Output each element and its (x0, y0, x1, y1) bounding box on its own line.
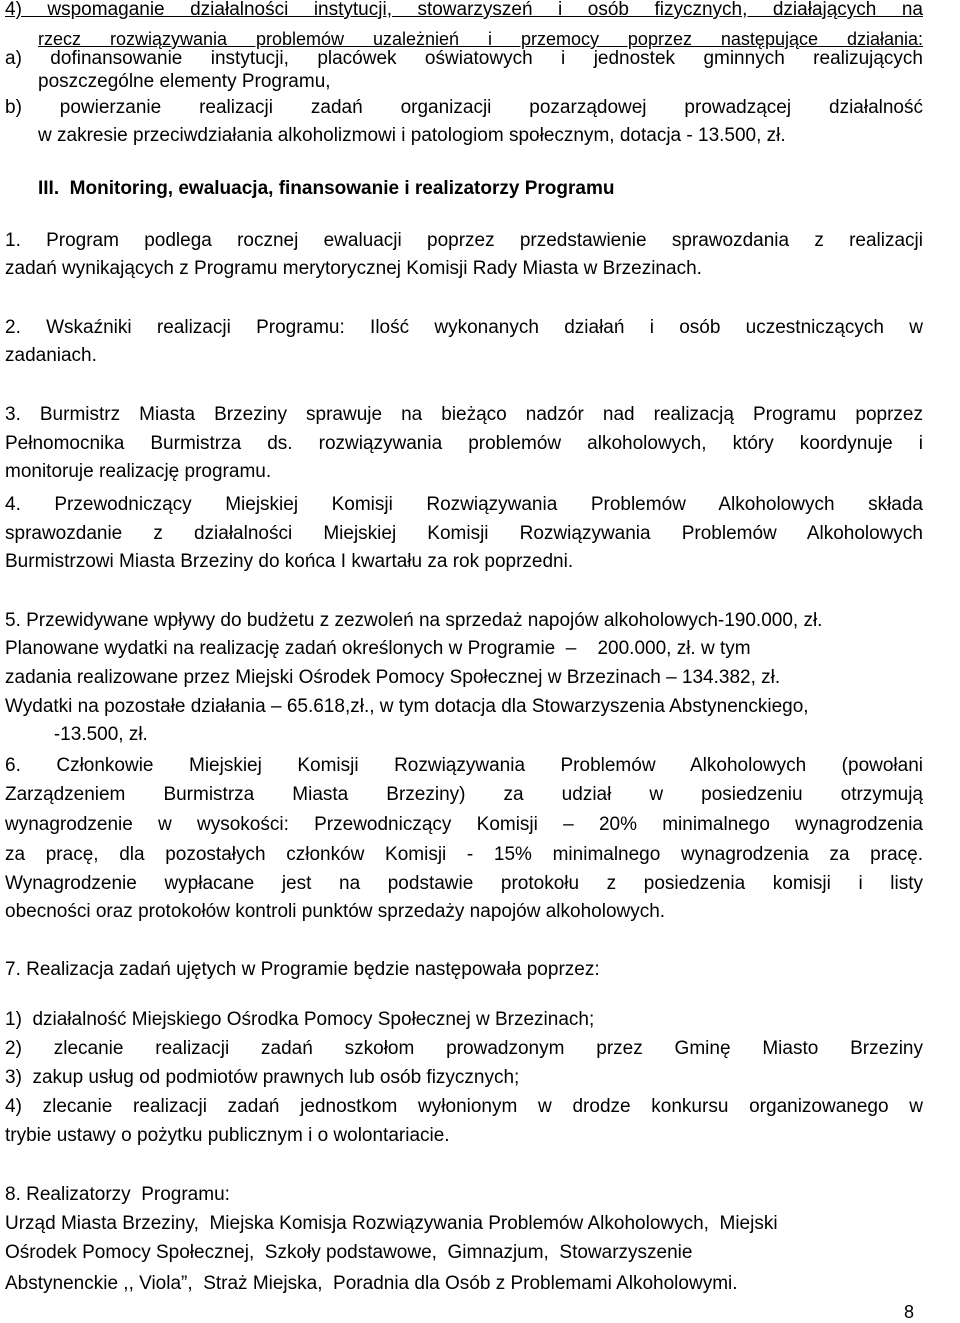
section4-line-1: 4) wspomaganie działalności instytucji, stowarzyszeń i osób fizycznych, działających na (5, 0, 923, 20)
paragraph-2-line-1: 2. Wskaźniki realizacji Programu: Ilość wykonanych działań i osób uczestniczących w (5, 317, 923, 338)
paragraph-6-line-2: Zarządzeniem Burmistrza Miasta Brzeziny) za udział w posiedzeniu otrzymują (5, 784, 923, 805)
paragraph-6-line-4: za pracę, dla pozostałych członków Komisji - 15% minimalnego wynagrodzenia za pracę. (5, 844, 923, 865)
paragraph-5-line-5: -13.500, zł. (38, 724, 148, 745)
paragraph-7-item-1: 1) działalność Miejskiego Ośrodka Pomocy Społecznej w Brzezinach; (5, 1009, 595, 1030)
paragraph-3-line-3: monitoruje realizację programu. (5, 461, 272, 482)
paragraph-3-line-2: Pełnomocnika Burmistrza ds. rozwiązywania problemów alkoholowych, który koordynuje i (5, 433, 923, 454)
paragraph-6-line-6: obecności oraz protokołów kontroli punktów sprzedaży napojów alkoholowych. (5, 901, 666, 922)
paragraph-5-line-1: 5. Przewidywane wpływy do budżetu z zezwoleń na sprzedaż napojów alkoholowych-190.000, zł. (5, 610, 823, 631)
paragraph-5-line-2: Planowane wydatki na realizację zadań określonych w Programie – 200.000, zł. w tym (5, 638, 751, 659)
section4-item-a: a) dofinansowanie instytucji, placówek oświatowych i jednostek gminnych realizujących (5, 48, 923, 69)
paragraph-1-line-2: zadań wynikających z Programu merytorycznej Komisji Rady Miasta w Brzezinach. (5, 258, 702, 279)
section-heading: III. Monitoring, ewaluacja, finansowanie i realizatorzy Programu (38, 178, 615, 199)
paragraph-6-line-5: Wynagrodzenie wypłacane jest na podstawie protokołu z posiedzenia komisji i listy (5, 873, 923, 894)
paragraph-8-intro: 8. Realizatorzy Programu: (5, 1184, 230, 1205)
paragraph-3-line-1: 3. Burmistrz Miasta Brzeziny sprawuje na bieżąco nadzór nad realizacją Programu poprzez (5, 404, 923, 425)
section4-item-a-cont: poszczególne elementy Programu, (38, 71, 331, 92)
paragraph-6-line-1: 6. Członkowie Miejskiej Komisji Rozwiązywania Problemów Alkoholowych (powołani (5, 755, 923, 776)
paragraph-2-line-2: zadaniach. (5, 345, 97, 366)
paragraph-7-item-3: 3) zakup usług od podmiotów prawnych lub osób fizycznych; (5, 1067, 520, 1088)
paragraph-8-line-3: Abstynenckie ,, Viola”, Straż Miejska, Poradnia dla Osób z Problemami Alkoholowymi. (5, 1273, 738, 1294)
section4-item-b: b) powierzanie realizacji zadań organizacji pozarządowej prowadzącej działalność (5, 97, 923, 118)
paragraph-5-line-3: zadania realizowane przez Miejski Ośrodek Pomocy Społecznej w Brzezinach – 134.382, zł. (5, 667, 781, 688)
page-number: 8 (904, 1302, 915, 1322)
paragraph-7-item-4: 4) zlecanie realizacji zadań jednostkom wyłonionym w drodze konkursu organizowanego w (5, 1096, 923, 1117)
section4-item-b-cont: w zakresie przeciwdziałania alkoholizmowi i patologiom społecznym, dotacja - 13.500, zł. (38, 125, 786, 146)
paragraph-7-intro: 7. Realizacja zadań ujętych w Programie będzie następowała poprzez: (5, 959, 600, 980)
paragraph-5-line-4: Wydatki na pozostałe działania – 65.618,zł., w tym dotacja dla Stowarzyszenia Abstynenckiego, (5, 696, 809, 717)
paragraph-1-line-1: 1. Program podlega rocznej ewaluacji poprzez przedstawienie sprawozdania z realizacji (5, 230, 923, 251)
paragraph-4-line-2: sprawozdanie z działalności Miejskiej Komisji Rozwiązywania Problemów Alkoholowych (5, 523, 923, 544)
paragraph-7-item-4-cont: trybie ustawy o pożytku publicznym i o wolontariacie. (5, 1125, 450, 1146)
paragraph-4-line-1: 4. Przewodniczący Miejskiej Komisji Rozwiązywania Problemów Alkoholowych składa (5, 494, 923, 515)
paragraph-7-item-2: 2) zlecanie realizacji zadań szkołom prowadzonym przez Gminę Miasto Brzeziny (5, 1038, 923, 1059)
paragraph-6-line-3: wynagrodzenie w wysokości: Przewodniczący Komisji – 20% minimalnego wynagrodzenia (5, 814, 923, 835)
paragraph-4-line-3: Burmistrzowi Miasta Brzeziny do końca I kwartału za rok poprzedni. (5, 551, 574, 572)
paragraph-8-line-2: Ośrodek Pomocy Społecznej, Szkoły podstawowe, Gimnazjum, Stowarzyszenie (5, 1242, 693, 1263)
section4-line-2: rzecz rozwiązywania problemów uzależnień i przemocy poprzez następujące działania: (38, 29, 923, 49)
paragraph-8-line-1: Urząd Miasta Brzeziny, Miejska Komisja Rozwiązywania Problemów Alkoholowych, Miejski (5, 1213, 778, 1234)
